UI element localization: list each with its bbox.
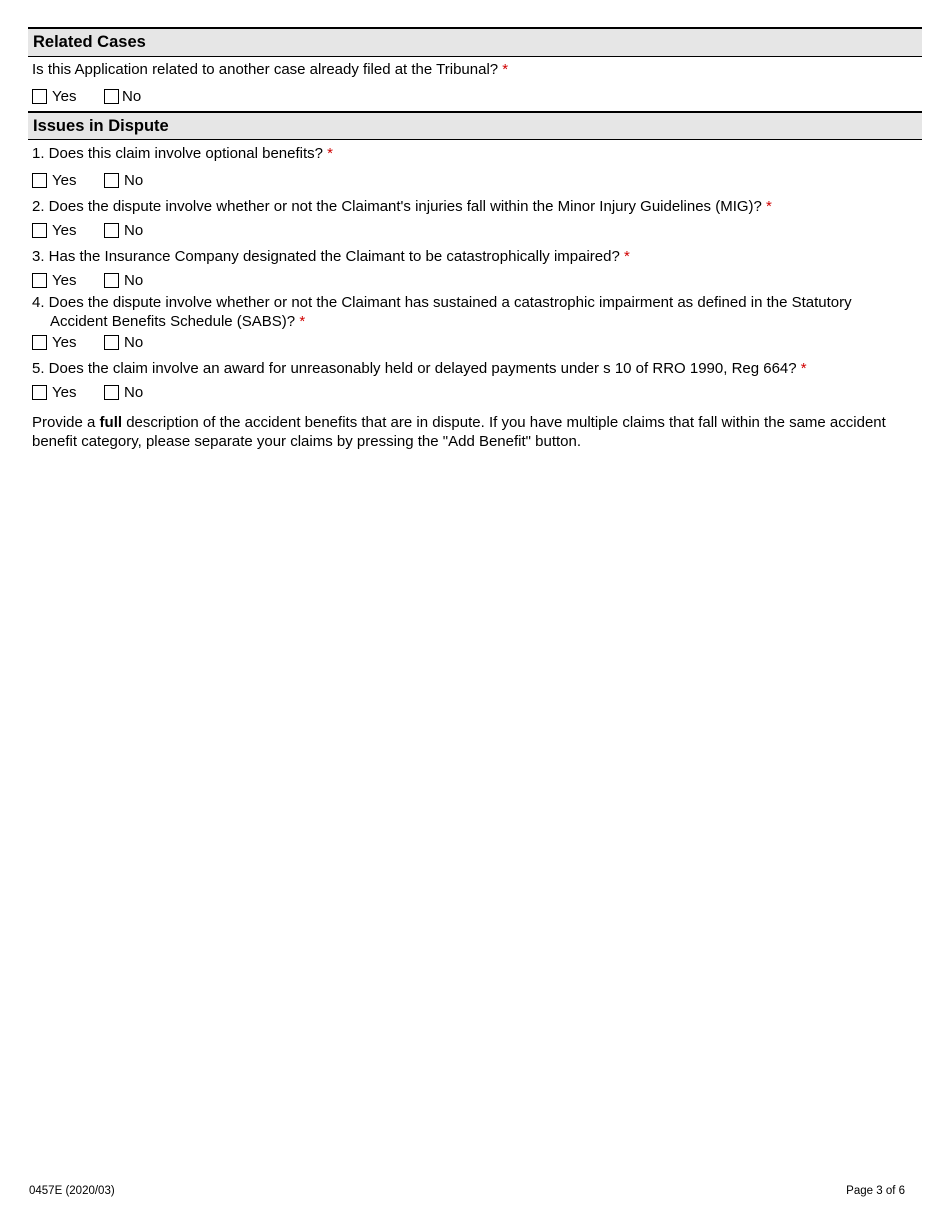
related-no-option[interactable] [104, 88, 141, 105]
option-label: Yes [52, 221, 77, 239]
required-marker: * [624, 248, 630, 265]
option-label: Yes [52, 171, 77, 189]
q2-yes-checkbox[interactable] [32, 223, 47, 238]
question-2 [32, 197, 772, 216]
question-text: 2. Does the dispute involve whether or not the Claimant's injuries fall within the Minor Injury Guidelines (MIG)? [32, 198, 762, 215]
section-header-issues: Issues in Dispute [28, 111, 922, 140]
instruction-text: Provide a [32, 414, 100, 431]
required-marker: * [327, 145, 334, 162]
q2-yes-option[interactable] [32, 222, 76, 239]
question-3-options [32, 271, 144, 289]
related-yes-checkbox[interactable] [32, 89, 47, 104]
q1-yes-checkbox[interactable] [32, 173, 47, 188]
option-label: No [124, 383, 144, 401]
q3-yes-option[interactable] [32, 272, 76, 289]
section-header-related-cases: Related Cases [28, 27, 922, 57]
q2-no-checkbox[interactable] [104, 223, 119, 238]
option-label: Yes [52, 87, 77, 105]
option-label: Yes [52, 383, 77, 401]
q3-yes-checkbox[interactable] [32, 273, 47, 288]
q1-no-option[interactable] [104, 172, 143, 189]
question-5-options [32, 383, 144, 401]
instruction-text: description of the accident benefits that are in dispute. If you have multiple claims that fall within the same accident benefit category, please separate your claims by pressing the "Add Benefit" button. [32, 414, 886, 450]
option-label: No [122, 87, 142, 105]
benefits-description-instructions [32, 413, 922, 451]
q4-yes-option[interactable] [32, 334, 76, 351]
question-4 [32, 293, 852, 331]
required-marker: * [299, 313, 306, 330]
required-marker: * [502, 61, 509, 78]
q5-yes-checkbox[interactable] [32, 385, 47, 400]
instruction-emphasis: full [99, 414, 123, 431]
question-text: 3. Has the Insurance Company designated the Claimant to be catastrophically impaired? [32, 248, 620, 265]
page-number: Page 3 of 6 [846, 1185, 905, 1197]
option-label: No [124, 333, 144, 351]
question-text: 4. Does the dispute involve whether or not the Claimant has sustained a catastrophic impairment as defined in the Statutory [32, 294, 852, 311]
q5-no-checkbox[interactable] [104, 385, 119, 400]
option-label: Yes [52, 333, 77, 351]
q4-no-checkbox[interactable] [104, 335, 119, 350]
related-no-checkbox[interactable] [104, 89, 119, 104]
question-5 [32, 359, 807, 378]
q5-yes-option[interactable] [32, 384, 76, 401]
question-text: 5. Does the claim involve an award for unreasonably held or delayed payments under s 10 of RRO 1990, Reg 664? [32, 360, 797, 377]
question-3 [32, 247, 630, 266]
question-2-options [32, 221, 144, 239]
q1-no-checkbox[interactable] [104, 173, 119, 188]
question-4-options [32, 333, 144, 351]
question-text: Is this Application related to another case already filed at the Tribunal? [32, 61, 499, 78]
question-related-case [32, 60, 508, 79]
option-label: No [124, 271, 144, 289]
question-text-continued: Accident Benefits Schedule (SABS)? [50, 313, 296, 330]
q3-no-checkbox[interactable] [104, 273, 119, 288]
form-id: 0457E (2020/03) [29, 1185, 115, 1197]
question-text: 1. Does this claim involve optional benefits? [32, 145, 323, 162]
q3-no-option[interactable] [104, 272, 143, 289]
question-1 [32, 144, 333, 163]
related-case-options [32, 87, 142, 105]
required-marker: * [800, 360, 807, 377]
q4-yes-checkbox[interactable] [32, 335, 47, 350]
option-label: Yes [52, 271, 77, 289]
question-1-options [32, 171, 144, 189]
q5-no-option[interactable] [104, 384, 143, 401]
option-label: No [124, 221, 144, 239]
related-yes-option[interactable] [32, 88, 76, 105]
q2-no-option[interactable] [104, 222, 143, 239]
required-marker: * [766, 198, 772, 215]
q1-yes-option[interactable] [32, 172, 76, 189]
option-label: No [124, 171, 144, 189]
q4-no-option[interactable] [104, 334, 143, 351]
